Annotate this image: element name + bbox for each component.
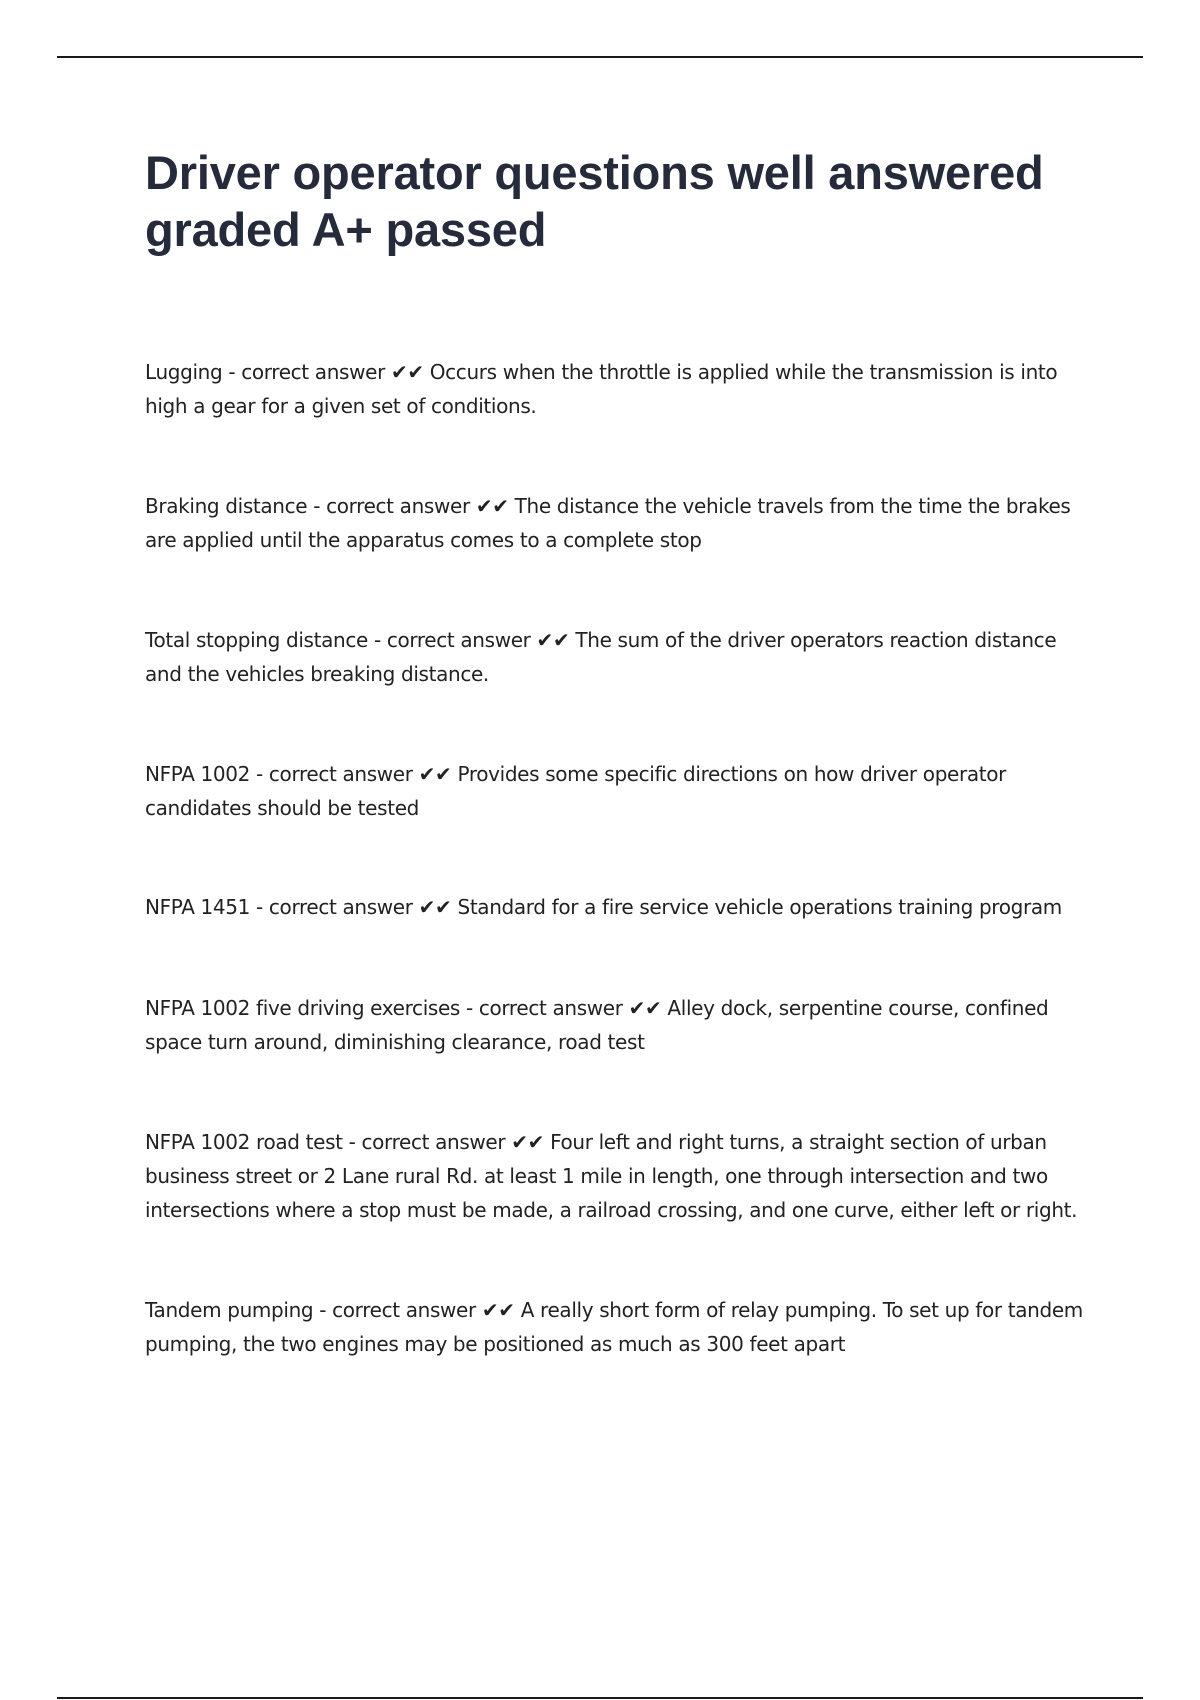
qa-entry-tandem-pumping: Tandem pumping - correct answer ✔✔ A really short form of relay pumping. To set up for tandem pumping, the two engines may be positioned as much as 300 feet apart — [145, 1298, 1083, 1356]
top-divider — [57, 56, 1143, 58]
qa-entry-nfpa-1002-exercises: NFPA 1002 five driving exercises - correct answer ✔✔ Alley dock, serpentine course, confined space turn around, diminishing clearance, road test — [145, 996, 1049, 1054]
qa-entry-nfpa-1002: NFPA 1002 - correct answer ✔✔ Provides some specific directions on how driver operator candidates should be tested — [145, 762, 1007, 820]
document-title: Driver operator questions well answered graded A+ passed — [145, 146, 1044, 256]
qa-entry-total-stopping-distance: Total stopping distance - correct answer ✔✔ The sum of the driver operators reaction distance and the vehicles breaking distance. — [145, 628, 1057, 686]
bottom-divider — [57, 1697, 1143, 1699]
qa-entry-nfpa-1002-road-test: NFPA 1002 road test - correct answer ✔✔ Four left and right turns, a straight section of urban business street or 2 Lane rural Rd. at least 1 mile in length, one through intersection and two intersections where a stop must be made, a railroad crossing, and one curve, either left or right. — [145, 1130, 1078, 1222]
qa-entry-nfpa-1451: NFPA 1451 - correct answer ✔✔ Standard for a fire service vehicle operations training program — [145, 895, 1062, 919]
qa-entry-braking-distance: Braking distance - correct answer ✔✔ The distance the vehicle travels from the time the brakes are applied until the apparatus comes to a complete stop — [145, 494, 1071, 552]
qa-entry-lugging: Lugging - correct answer ✔✔ Occurs when the throttle is applied while the transmission is into high a gear for a given set of conditions. — [145, 360, 1058, 418]
